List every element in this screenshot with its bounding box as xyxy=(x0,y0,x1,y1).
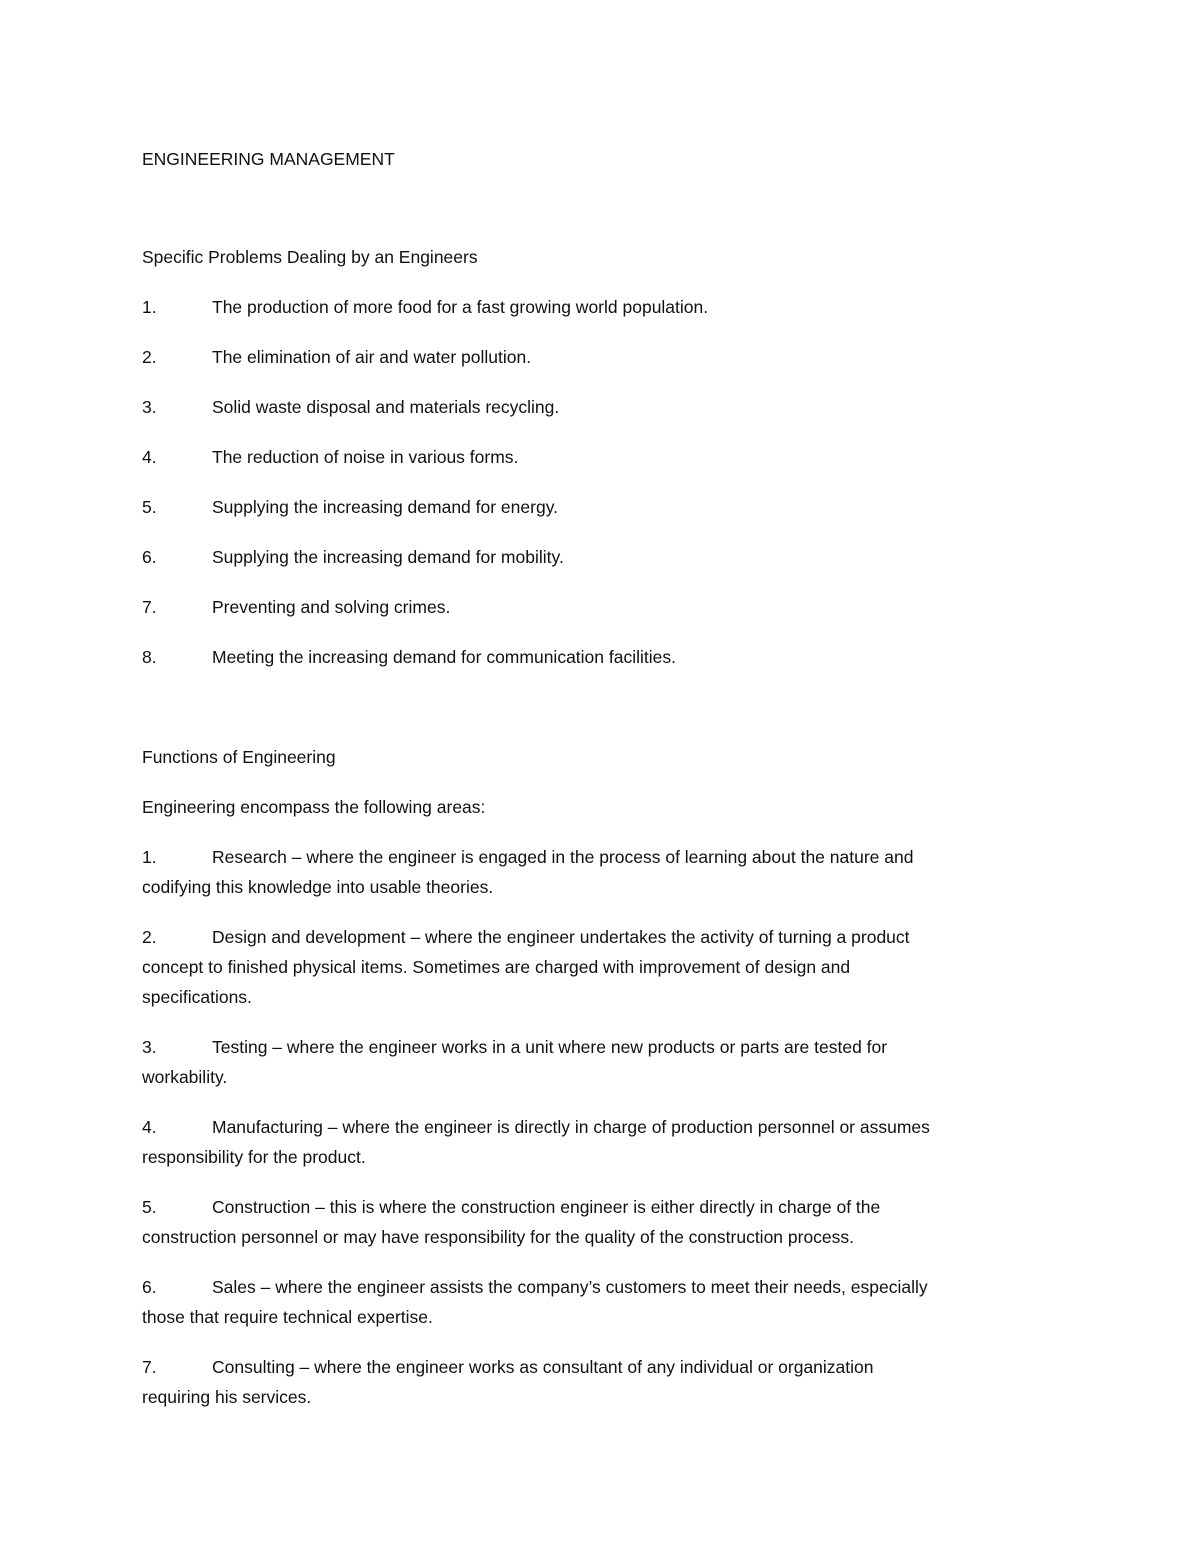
item-text: The elimination of air and water pollution. xyxy=(212,347,532,367)
item-number: 2. xyxy=(142,927,157,947)
item-number: 7. xyxy=(142,1357,157,1377)
item-number: 1. xyxy=(142,297,157,317)
function-item xyxy=(142,1112,1062,1172)
item-number: 6. xyxy=(142,547,157,567)
function-item xyxy=(142,1032,1062,1092)
function-item xyxy=(142,1192,1062,1252)
function-item xyxy=(142,922,1062,1012)
item-number: 8. xyxy=(142,647,157,667)
item-text-line: Research – where the engineer is engaged in the process of learning about the nature and xyxy=(212,847,914,867)
item-number: 2. xyxy=(142,347,157,367)
item-text-line: Design and development – where the engineer undertakes the activity of turning a product xyxy=(212,927,910,947)
item-text-line: Manufacturing – where the engineer is directly in charge of production personnel or assumes xyxy=(212,1117,930,1137)
list-item xyxy=(142,642,1062,672)
item-text-line: workability. xyxy=(142,1067,228,1087)
item-number: 3. xyxy=(142,397,157,417)
document-title: ENGINEERING MANAGEMENT xyxy=(142,149,395,169)
item-number: 4. xyxy=(142,447,157,467)
problems-list xyxy=(142,292,1062,672)
item-text: Preventing and solving crimes. xyxy=(212,597,451,617)
item-number: 5. xyxy=(142,497,157,517)
item-text-line: construction personnel or may have responsibility for the quality of the construction process. xyxy=(142,1227,855,1247)
list-item xyxy=(142,392,1062,422)
item-text-line: Consulting – where the engineer works as consultant of any individual or organization xyxy=(212,1357,874,1377)
section-heading-problems: Specific Problems Dealing by an Engineers xyxy=(142,247,478,267)
list-item xyxy=(142,542,1062,572)
list-item xyxy=(142,592,1062,622)
item-text-line: Testing – where the engineer works in a unit where new products or parts are tested for xyxy=(212,1037,888,1057)
item-text: The reduction of noise in various forms. xyxy=(212,447,519,467)
list-item xyxy=(142,442,1062,472)
list-item xyxy=(142,292,1062,322)
list-item xyxy=(142,342,1062,372)
section-spacer xyxy=(142,692,1062,742)
item-text-line: Sales – where the engineer assists the company’s customers to meet their needs, especially xyxy=(212,1277,928,1297)
item-text-line: Construction – this is where the construction engineer is either directly in charge of the xyxy=(212,1197,881,1217)
section-intro: Engineering encompass the following areas: xyxy=(142,797,486,817)
item-number: 5. xyxy=(142,1197,157,1217)
item-number: 6. xyxy=(142,1277,157,1297)
item-text-line: specifications. xyxy=(142,987,252,1007)
list-item xyxy=(142,492,1062,522)
item-number: 3. xyxy=(142,1037,157,1057)
function-item xyxy=(142,1352,1062,1412)
item-number: 4. xyxy=(142,1117,157,1137)
item-text: Supplying the increasing demand for energy. xyxy=(212,497,559,517)
item-number: 7. xyxy=(142,597,157,617)
item-text-line: responsibility for the product. xyxy=(142,1147,366,1167)
item-text: The production of more food for a fast growing world population. xyxy=(212,297,709,317)
section-heading-functions: Functions of Engineering xyxy=(142,747,336,767)
item-text-line: those that require technical expertise. xyxy=(142,1307,433,1327)
item-text-line: concept to finished physical items. Sometimes are charged with improvement of design and xyxy=(142,957,851,977)
item-number: 1. xyxy=(142,847,157,867)
function-item xyxy=(142,842,1062,902)
item-text-line: requiring his services. xyxy=(142,1387,312,1407)
function-item xyxy=(142,1272,1062,1332)
item-text: Meeting the increasing demand for communication facilities. xyxy=(212,647,676,667)
item-text: Solid waste disposal and materials recycling. xyxy=(212,397,560,417)
item-text-line: codifying this knowledge into usable theories. xyxy=(142,877,494,897)
document-body xyxy=(142,144,1062,1432)
item-text: Supplying the increasing demand for mobility. xyxy=(212,547,564,567)
